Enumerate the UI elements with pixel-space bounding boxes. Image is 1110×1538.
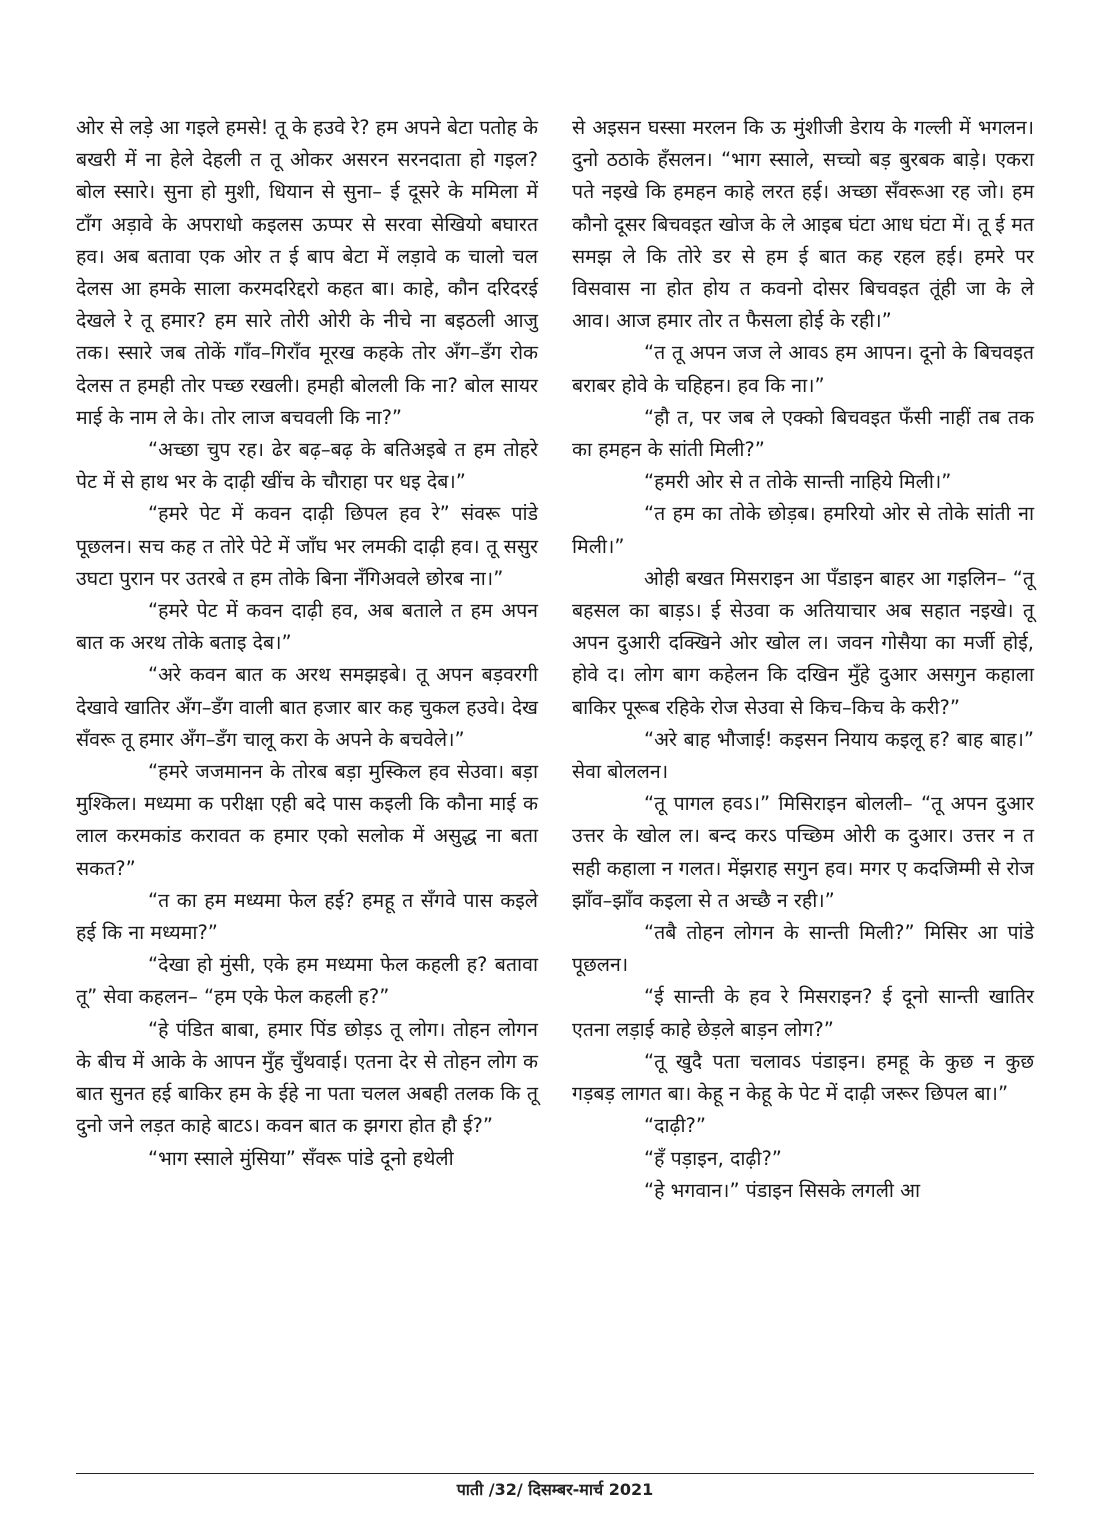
- paragraph: “भाग स्साले मुंसिया” सँवरू पांडे दूनो हथेली: [148, 1146, 454, 1170]
- page-footer: पाती /32/ दिसम्बर-मार्च 2021: [456, 1480, 654, 1499]
- paragraph: “हमरे जजमानन के तोरब बड़ा मुस्किल हव सेउवा। बड़ा मुश्किल। मध्यमा क परीक्षा एही बदे पास कइली कि कौना माई क लाल करमकांड करावत क हमार एको सलोक में असुद्ध ना बता सकत?”: [76, 760, 538, 880]
- paragraph: “त तू अपन जज ले आवऽ हम आपन। दूनो के बिचवइत बराबर होवे के चहिहन। हव कि ना।”: [572, 341, 1034, 397]
- paragraph: “हमरे पेट में कवन दाढ़ी छिपल हव रे” संवरू पांडे पूछलन। सच कह त तोरे पेटे में जाँघ भर लमकी दाढ़ी हव। तू ससुर उघटा पुरान पर उतरबे त हम तोके बिना नँगिअवले छोरब ना।”: [76, 502, 538, 590]
- paragraph: “त का हम मध्यमा फेल हई? हमहू त सँगवे पास कइले हई कि ना मध्यमा?”: [76, 888, 538, 945]
- paragraph: ओर से लड़े आ गइले हमसे! तू के हउवे रे? हम अपने बेटा पतोह के बखरी में ना हेले देहली त तू ओकर असरन सरनदाता हो गइल? बोल स्सारे। सुना हो मुशी, धियान से सुना– ई दूसरे के ममिला में टाँग अड़ावे के अपराधो कइलस ऊप्पर से सरवा सेखियो बघारत हव। अब बतावा एक ओर त ई बाप बेटा में लड़ावे क चालो चल देलस आ हमके साला करमदरिद्दरो कहत बा। काहे, कौन दरिदरई देखले रे तू हमार? हम सारे तोरी ओरी के नीचे ना बइठली आजु तक। स्सारे जब तोकें गाँव–गिराँव मूरख कहके तोर अँग–डँग रोक देलस त हमही तोर पच्छ रखली। हमही बोलली कि ना? बोल सायर माई के नाम ले के। तोर लाज बचवली कि ना?”: [76, 116, 538, 429]
- paragraph: “अरे कवन बात क अरथ समझइबे। तू अपन बड़वरगी देखावे खातिर अँग–डँग वाली बात हजार बार कह चुकल हउवे। देख सँवरू तू हमार अँग–डँग चालू करा के अपने के बचवेले।”: [76, 663, 538, 751]
- paragraph: “देखा हो मुंसी, एके हम मध्यमा फेल कहली ह? बतावा तू” सेवा कहलन– “हम एके फेल कहली ह?”: [76, 953, 538, 1009]
- paragraph: “ई सान्ती के हव रे मिसराइन? ई दूनो सान्ती खातिर एतना लड़ाई काहे छेड़ले बाड़न लोग?”: [572, 985, 1034, 1041]
- paragraph: “दाढ़ी?”: [644, 1114, 706, 1138]
- paragraph: “तू पागल हवऽ।” मिसिराइन बोलली– “तू अपन दुआर उत्तर के खोल ल। बन्द करऽ पच्छिम ओरी क दुआर। उत्तर न त सही कहाला न गलत। मेंझराह सगुन हव। मगर ए कदजिम्मी से रोज झाँव–झाँव कइला से त अच्छै न रही।”: [572, 792, 1034, 912]
- paragraph: “हमरे पेट में कवन दाढ़ी हव, अब बताले त हम अपन बात क अरथ तोके बताइ देब।”: [76, 599, 538, 655]
- right-text-column: [572, 112, 1034, 1207]
- paragraph: “तू खुदै पता चलावऽ पंडाइन। हमहू के कुछ न कुछ गड़बड़ लागत बा। केहू न केहू के पेट में दाढ़ी जरूर छिपल बा।”: [572, 1049, 1034, 1106]
- paragraph: “हमरी ओर से त तोके सान्ती नाहिये मिली।”: [644, 470, 952, 494]
- paragraph: “हे पंडित बाबा, हमार पिंड छोड़ऽ तू लोग। तोहन लोगन के बीच में आके के आपन मुँह चुँथवाई। एतना देर से तोहन लोग क बात सुनत हई बाकिर हम के ईहे ना पता चलल अबही तलक कि तू दुनो जने लड़त काहे बाटऽ। कवन बात क झगरा होत हौ ई?”: [76, 1017, 538, 1138]
- paragraph: “अरे बाह भौजाई! कइसन नियाय कइलू ह? बाह बाह।” सेवा बोललन।: [572, 727, 1034, 784]
- paragraph: “अच्छा चुप रह। ढेर बढ़–बढ़ के बतिअइबे त हम तोहरे पेट में से हाथ भर के दाढ़ी खींच के चौराहा पर धइ देब।”: [76, 438, 538, 494]
- left-text-column: [76, 112, 538, 1175]
- paragraph: से अइसन घस्सा मरलन कि ऊ मुंशीजी डेराय के गल्ली में भगलन। दुनो ठठाके हँसलन। “भाग स्साले, सच्चो बड़ बुरबक बाड़े। एकरा पते नइखे कि हमहन काहे लरत हई। अच्छा सँवरूआ रह जो। हम कौनो दूसर बिचवइत खोज के ले आइब घंटा आध घंटा में। तू ई मत समझ ले कि तोरे डर से हम ई बात कह रहल हई। हमरे पर विसवास ना होत होय त कवनो दोसर बिचवइत तूंही जा के ले आव। आज हमार तोर त फैसला होई के रही।”: [572, 116, 1034, 333]
- paragraph: “हौ त, पर जब ले एक्को बिचवइत फँसी नाहीं तब तक का हमहन के सांती मिली?”: [572, 405, 1034, 462]
- paragraph: “त हम का तोके छोड़ब। हमरियो ओर से तोके सांती ना मिली।”: [572, 502, 1034, 558]
- footer-divider: [76, 1473, 1034, 1474]
- paragraph: “तबै तोहन लोगन के सान्ती मिली?” मिसिर आ पांडे पूछलन।: [572, 921, 1034, 977]
- paragraph: “हे भगवान।” पंडाइन सिसके लगली आ: [644, 1178, 921, 1202]
- paragraph: “हँ पड़ाइन, दाढ़ी?”: [644, 1146, 782, 1170]
- paragraph: ओही बखत मिसराइन आ पँडाइन बाहर आ गइलिन– “तू बहसल का बाड़ऽ। ई सेउवा क अतियाचार अब सहात नइखे। तू अपन दुआरी दक्खिने ओर खोल ल। जवन गोसैया का मर्जी होई, होवे द। लोग बाग कहेलन कि दखिन मुँहे दुआर असगुन कहाला बाकिर पूरूब रहिके रोज सेउवा से किच–किच के करी?”: [572, 566, 1034, 719]
